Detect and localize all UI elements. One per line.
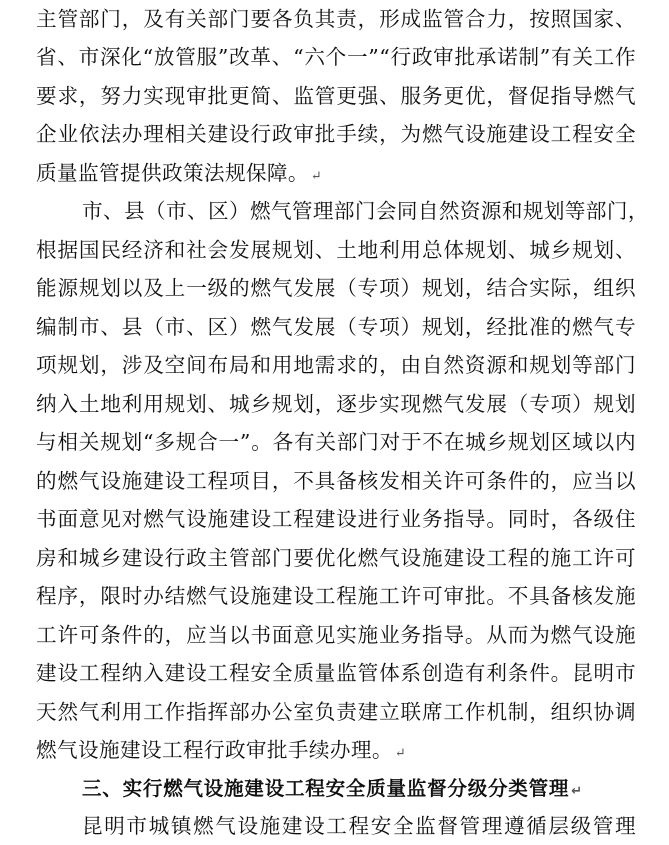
p2-line-15-text: 燃气设施建设工程行政审批手续办理。 [36, 738, 393, 762]
p2-line-8: 的燃气设施建设工程项目，不具备核发相关许可条件的，应当以 [36, 469, 636, 493]
p2-line-9: 书面意见对燃气设施建设工程建设进行业务指导。同时，各级住 [36, 507, 636, 531]
p2-line-5: 项规划，涉及空间布局和用地需求的，由自然资源和规划等部门 [36, 353, 636, 377]
p2-line-1: 市、县（市、区）燃气管理部门会同自然资源和规划等部门， [82, 199, 649, 223]
p2-line-13: 建设工程纳入建设工程安全质量监管体系创造有利条件。昆明市 [36, 661, 636, 685]
p2-line-10: 房和城乡建设行政主管部门要优化燃气设施建设工程的施工许可 [36, 546, 636, 570]
p1-line-5-text: 质量监管提供政策法规保障。 [36, 161, 309, 185]
p2-line-7: 与相关规划“多规合一”。各有关部门对于不在城乡规划区域以内 [36, 430, 636, 454]
paragraph-mark-icon: ↵ [394, 746, 407, 761]
paragraph-mark-icon: ↵ [310, 169, 323, 184]
p2-line-15 [36, 731, 636, 769]
p4-line-1: 昆明市城镇燃气设施建设工程安全监督管理遵循层级管理 [82, 814, 636, 838]
paragraph-mark-icon: ↵ [571, 784, 583, 799]
p1-line-1: 主管部门，及有关部门要各负其责，形成监管合力，按照国家、 [36, 7, 636, 31]
p2-line-14: 天然气利用工作指挥部办公室负责建立联席工作机制，组织协调 [36, 700, 636, 724]
section-heading-text: 三、实行燃气设施建设工程安全质量监督分级分类管理 [82, 777, 570, 800]
p2-line-11: 程序，限时办结燃气设施建设工程施工许可审批。不具备核发施 [36, 584, 636, 608]
p2-line-3: 能源规划以及上一级的燃气发展（专项）规划，结合实际，组织 [36, 276, 636, 300]
section-heading [82, 770, 636, 808]
p2-line-12: 工许可条件的，应当以书面意见实施业务指导。从而为燃气设施 [36, 623, 636, 647]
p1-line-2: 省、市深化“放管服”改革、“六个一”“行政审批承诺制”有关工作 [36, 45, 636, 69]
p2-line-2: 根据国民经济和社会发展规划、土地利用总体规划、城乡规划、 [36, 238, 636, 262]
p1-line-3: 要求，努力实现审批更简、监管更强、服务更优，督促指导燃气 [36, 84, 636, 108]
p2-line-4: 编制市、县（市、区）燃气发展（专项）规划，经批准的燃气专 [36, 315, 636, 339]
p2-line-6: 纳入土地利用规划、城乡规划，逐步实现燃气发展（专项）规划 [36, 392, 636, 416]
p1-line-5 [36, 154, 636, 192]
p1-line-4: 企业依法办理相关建设行政审批手续，为燃气设施建设工程安全 [36, 122, 636, 146]
